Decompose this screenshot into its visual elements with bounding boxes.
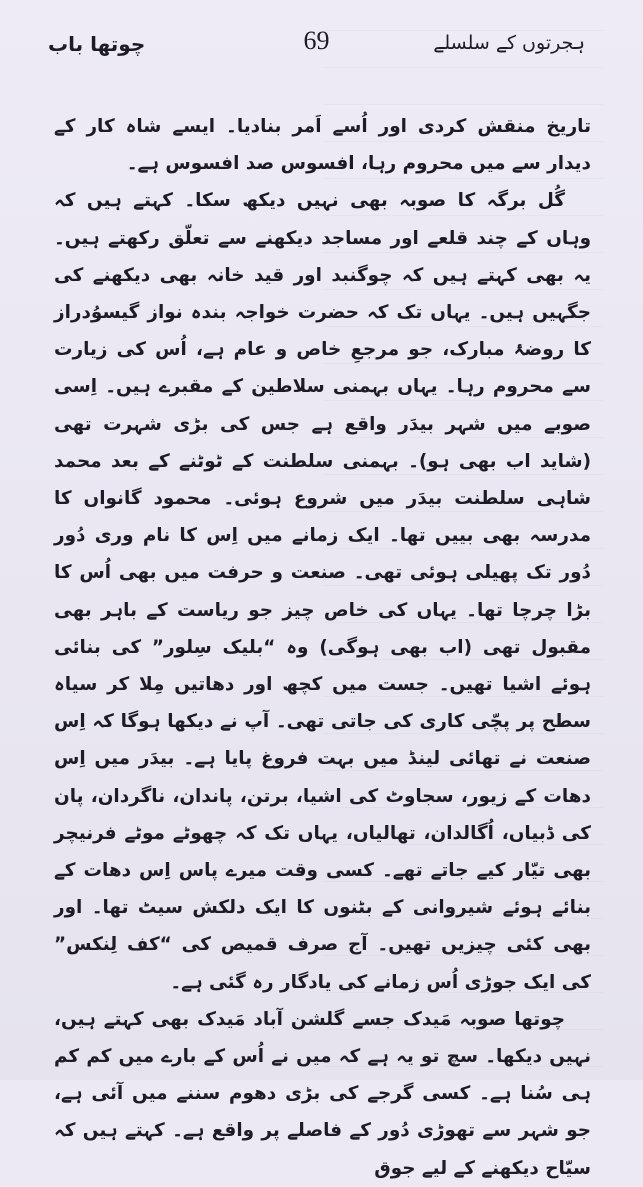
chapter-title: چوتھا باب xyxy=(48,32,146,56)
page-body xyxy=(54,108,591,1187)
page-number: 69 xyxy=(303,26,330,55)
paragraph-3: چوتھا صوبہ مَیدک جسے گلشن آباد مَیدک بھی کہتے ہیں، نہیں دیکھا۔ سچ تو یہ ہے کہ میں نے اُس کے بارے میں کم کم ہی سُنا ہے۔ کسی گرجے کی بڑی دھوم سننے میں آئی ہے، جو شہر سے تھوڑی دُور کے فاصلے پر واقع ہے۔ کہتے ہیں کہ سیّاح دیکھنے کے لیے جوق xyxy=(54,1008,591,1179)
paragraph-1: تاریخ منقش کردی اور اُسے اَمر بنادیا۔ ایسے شاہ کار کے دیدار سے میں محروم رہا، افسوس صد افسوس ہے۔ xyxy=(54,116,591,175)
paragraph-2: گُل برگہ کا صوبہ بھی نہیں دیکھ سکا۔ کہتے ہیں کہ وہاں کے چند قلعے اور مساجد دیکھنے سے تعلّق رکھتے ہیں۔ یہ بھی کہتے ہیں کہ چوگنبد اور قید خانہ بھی دیکھنے کی جگہیں ہیں۔ یہاں تک کہ حضرت خواجہ بندہ نواز گیسوُدراز کا روضۂ مبارک، جو مرجعِ خاص و عام ہے، اُس کی زیارت سے محروم رہا۔ یہاں بہمنی سلاطین کے مقبرے ہیں۔ اِسی صوبے میں شہر بیدَر واقع ہے جس کی بڑی شہرت تھی (شاید اب بھی ہو)۔ بہمنی سلطنت کے ٹوٹنے کے بعد محمد شاہی سلطنت بیدَر میں شروع ہوئی۔ محمود گانواں کا مدرسہ بھی بییں تھا۔ ایک زمانے میں اِس کا نام وری دُور دُور تک پھیلی ہوئی تھی۔ صنعت و حرفت میں بھی اُس کا بڑا چرچا تھا۔ یہاں کی خاص چیز جو ریاست کے باہر بھی مقبول تھی (اب بھی ہوگی) وہ “بلیک سِلور” کی بنائی ہوئے اشیا تھیں۔ جست میں کچھ اور دھاتیں مِلا کر سیاہ سطح پر پچّی کاری کی جاتی تھی۔ آپ نے دیکھا ہوگا کہ اِس صنعت نے تھائی لینڈ میں بہت فروغ پایا ہے۔ بیدَر میں اِس دھات کے زیور، سجاوٹ کی اشیا، برتن، پاندان، ناگردان، پان کی ڈبیاں، اُگالدان، تھالیاں، یہاں تک کہ چھوٹے موٹے فرنیچر بھی تیّار کیے جاتے تھے۔ کسی وقت میرے پاس اِس دھات کے بنائے ہوئے شیروانی کے بٹنوں کا ایک دلکش سیٹ تھا۔ اور بھی کئی چیزیں تھیں۔ آج صرف قمیص کی “کف لِنکس” کی ایک جوڑی اُس زمانے کی یادگار رہ گئی ہے۔ xyxy=(54,190,591,993)
page-header xyxy=(48,26,585,66)
book-title: ہجرتوں کے سلسلے xyxy=(433,32,585,54)
